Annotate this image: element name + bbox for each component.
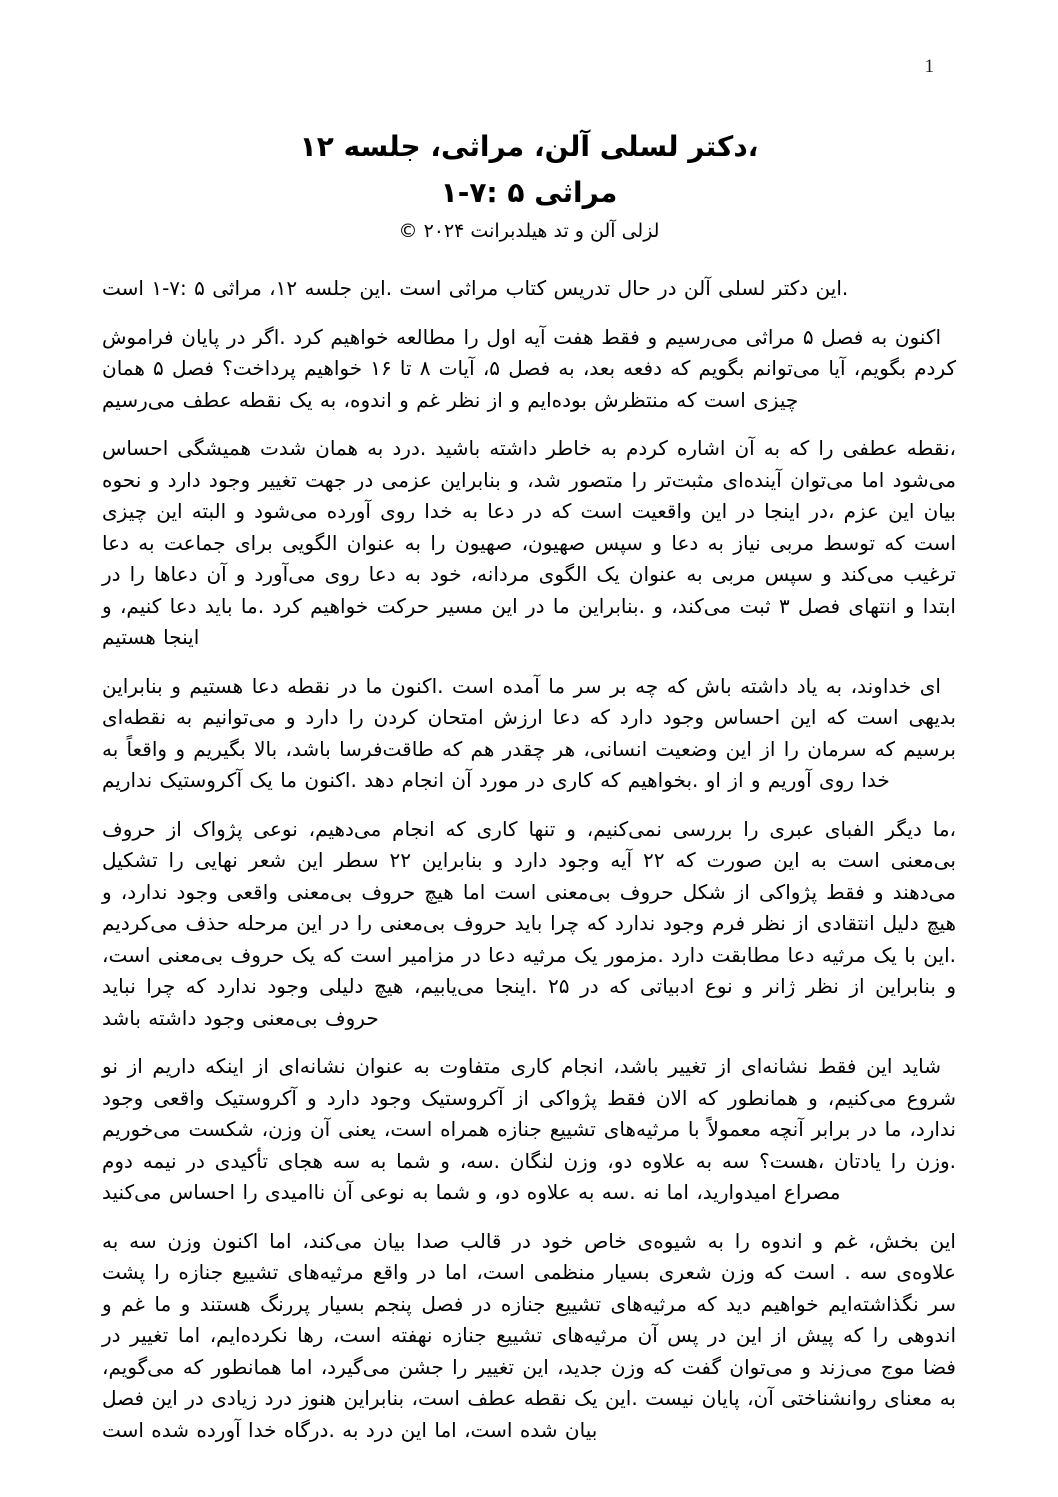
title-line-1: ،دکتر لسلی آلن، مراثی، جلسه ۱۲ xyxy=(299,130,759,163)
paragraph-1: .این دکتر لسلی آلن در حال تدریس کتاب مراثی است .این جلسه ۱۲، مراثی ۵ :۷-۱ است xyxy=(102,276,849,300)
document-title xyxy=(0,0,1058,216)
paragraph-5: ،ما دیگر الفبای عبری را بررسی نمی‌کنیم، و تنها کاری که انجام می‌دهیم، نوعی پژواک از حروف بی‌معنی است به این صورت که ۲۲ آیه وجود دارد و بنابراین ۲۲ سطر این شعر نهایی را تشکیل می‌دهند و فقط پژواکی از شکل حروف بی‌معنی است اما هیچ حروف بی‌معنی واقعی وجود ندارد، و هیچ دلیل انتقادی از نظر فرم وجود ندارد که چرا باید حروف بی‌معنی را در این مرحله حذف می‌کردیم .این با یک مرثیه دعا مطابقت دارد .مزمور یک مرثیه دعا در مزامیر است که یک حروف بی‌معنی است، و بنابراین از نظر ژانر و نوع ادبیاتی که در ۲۵ .اینجا می‌یابیم، هیچ دلیلی وجود ندارد که چرا نباید حروف بی‌معنی وجود داشته باشد xyxy=(102,816,956,1030)
paragraph-3: ،نقطه عطفی را که به آن اشاره کردم به خاطر داشته باشید .درد به همان شدت همیشگی احساس می‌شود اما می‌توان آینده‌ای مثبت‌تر را متصور شد، و بنابراین عزمی در جهت تغییر وجود دارد و نحوه بیان این عزم ،در اینجا در این واقعیت است که در دعا به خدا روی آورده می‌شود و البته این چیزی است که توسط مربی نیاز به دعا و سپس صهیون، صهیون را به عنوان الگویی برای جماعت به دعا ترغیب می‌کند و سپس مربی به عنوان یک الگوی مردانه، خود به دعا روی می‌آورد و آن دعاها را در ابتدا و انتهای فصل ۳ ثبت می‌کند، و .بنابراین ما در این مسیر حرکت خواهیم کرد .ما باید دعا کنیم، و اینجا هستیم xyxy=(102,436,956,649)
paragraph-2: اکنون به فصل ۵ مراثی می‌رسیم و فقط هفت آیه اول را مطالعه خواهیم کرد .اگر در پایان فراموش کردم بگویم، آیا می‌توانم بگویم که دفعه بعد، به فصل ۵، آیات ۸ تا ۱۶ خواهیم پرداخت؟ فصل ۵ همان چیزی است که منتظرش بوده‌ایم و از نظر غم و اندوه، به یک نقطه عطف می‌رسیم xyxy=(102,324,957,412)
title-line-2: مراثی ۵ :۷-۱ xyxy=(440,176,618,209)
copyright-line: لزلی آلن و تد هیلدبرانت ۲۰۲۴ © xyxy=(398,220,660,242)
transcript-content xyxy=(102,273,956,1446)
paragraph-4: ای خداوند، به یاد داشته باش که چه بر سر ما آمده است .اکنون ما در نقطه دعا هستیم و بنابراین بدیهی است که این احساس وجود دارد که دعا ارزش امتحان کردن را دارد و می‌توانیم به نقطه‌ای برسیم که سرمان را از این وضعیت انسانی، هر چقدر هم که طاقت‌فرسا باشد، بالا بگیریم و واقعاً به خدا روی آوریم و از او .بخواهیم که کاری در مورد آن انجام دهد .اکنون ما یک آکروستیک نداریم xyxy=(102,673,956,792)
paragraph-7: این بخش، غم و اندوه را به شیوه‌ی خاص خود در قالب صدا بیان می‌کند، اما اکنون وزن سه به علاوه‌ی سه . است که وزن شعری بسیار منظمی است، اما در واقع مرثیه‌های تشییع جنازه را پشت سر نگذاشته‌ایم خواهیم دید که مرثیه‌های تشییع جنازه در فصل پنجم بسیار پررنگ هستند و ما غم و اندوهی را که پیش از این در پس آن مرثیه‌های تشییع جنازه نهفته است، رها نکرده‌ایم، اما تغییر در فضا موج می‌زند و می‌توان گفت که وزن جدید، این تغییر را جشن می‌گیرد، اما همانطور که می‌گویم، به معنای روانشناختی آن، پایان نیست .این یک نقطه عطف است، بنابراین هنوز درد زیادی در این فصل بیان شده است، اما این درد به .درگاه خدا آورده شده است xyxy=(102,1228,956,1442)
paragraph-6: شاید این فقط نشانه‌ای از تغییر باشد، انجام کاری متفاوت به عنوان نشانه‌ای از اینکه داریم از نو شروع می‌کنیم، و همانطور که الان فقط پژواکی از آکروستیک وجود دارد و آکروستیک واقعی وجود ندارد، ما در برابر آنچه معمولاً با مرثیه‌های تشییع جنازه همراه است، یعنی آن وزن، شکست می‌خوریم .وزن را یادتان ،هست؟ سه به علاوه دو، وزن لنگان .سه، و شما به سه هجای تأکیدی در نیمه دوم مصراع امیدوارید، اما نه .سه به علاوه دو، و شما به نوعی آن ناامیدی را احساس می‌کنید xyxy=(102,1054,956,1204)
page-number: 1 xyxy=(924,56,934,77)
